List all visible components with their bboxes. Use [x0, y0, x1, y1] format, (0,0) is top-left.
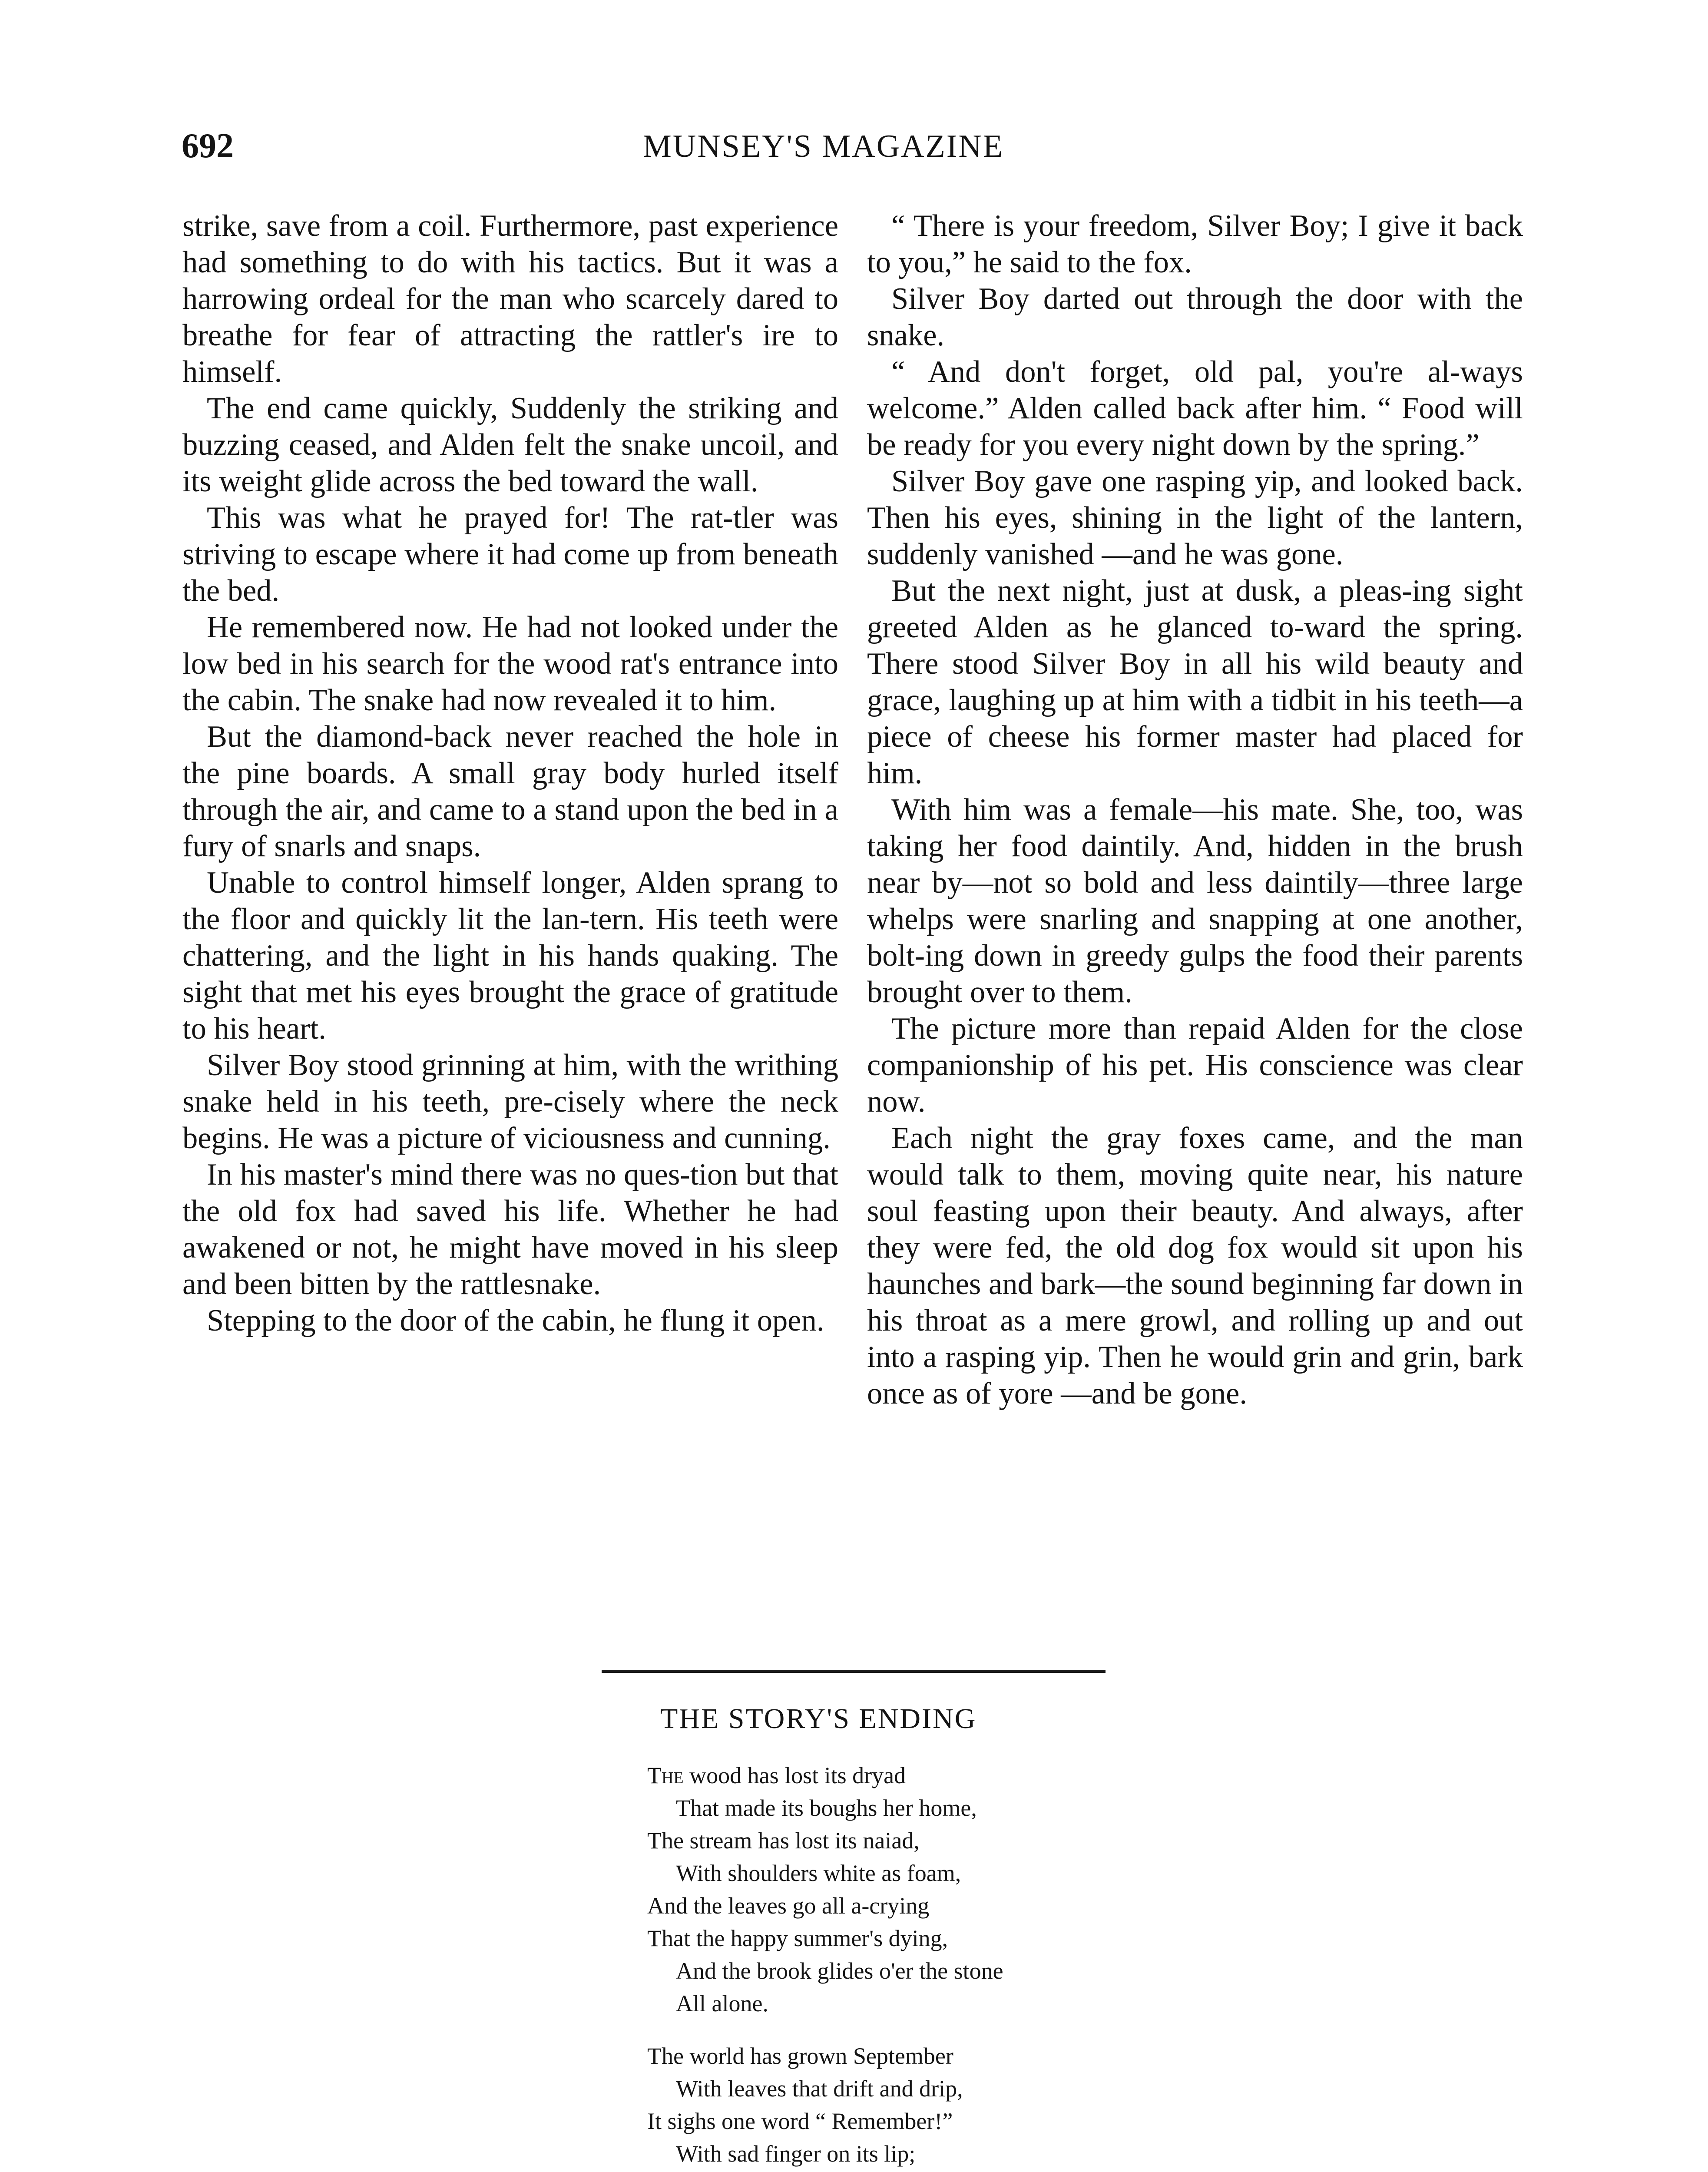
poem-stanza — [647, 2040, 1299, 2172]
paragraph: With him was a female—his mate. She, too, was taking her food daintily. And, hidden in the brush near by—not so bold and less daintily—three large whelps were snarling and snapping at one another, bolt-ing down in greedy gulps the food their parents brought over to them. — [867, 793, 1523, 1009]
paragraph: “ And don't forget, old pal, you're al-ways welcome.” Alden called back after him. “ Food will be ready for you every night down by the spring.” — [867, 355, 1523, 462]
paragraph: Silver Boy stood grinning at him, with the writhing snake held in his teeth, pre-cisely where the neck begins. He was a picture of viciousness and cunning. — [182, 1048, 838, 1155]
left-column — [182, 208, 838, 1339]
poem-line: It sighs one word “ Remember!” — [647, 2108, 953, 2134]
paragraph: In his master's mind there was no ques-tion but that the old fox had saved his life. Whether he had awakened or not, he might have moved in his sleep and been bitten by the rattlesnake. — [182, 1158, 838, 1301]
poem-line: With sad finger on its lip; — [676, 2141, 916, 2167]
poem-line: That made its boughs her home, — [676, 1795, 977, 1821]
poem-stanza — [647, 1759, 1299, 2020]
poem-title: THE STORY'S ENDING — [660, 1703, 977, 1735]
paragraph: He remembered now. He had not looked under the low bed in his search for the wood rat's entrance into the cabin. The snake had now revealed it to him. — [182, 610, 838, 717]
running-head: MUNSEY'S MAGAZINE — [643, 129, 1004, 164]
poem-line: All alone. — [676, 1990, 768, 2016]
poem-line: The stream has lost its naiad, — [647, 1828, 920, 1854]
poem-line — [647, 1759, 1299, 1792]
poem-line: And the leaves go all a-crying — [647, 1893, 930, 1919]
poem-first-word: The — [647, 1762, 684, 1788]
page-number: 692 — [182, 127, 234, 165]
paragraph: But the diamond-back never reached the hole in the pine boards. A small gray body hurled itself through the air, and came to a stand upon the bed in a fury of snarls and snaps. — [182, 720, 838, 863]
paragraph: But the next night, just at dusk, a pleas-ing sight greeted Alden as he glanced to-ward the spring. There stood Silver Boy in all his wild beauty and grace, laughing up at him with a tidbit in his teeth—a piece of cheese his former master had placed for him. — [867, 574, 1523, 790]
paragraph: “ There is your freedom, Silver Boy; I give it back to you,” he said to the fox. — [867, 209, 1523, 279]
poem — [647, 1759, 1299, 2172]
poem-line: With shoulders white as foam, — [676, 1860, 961, 1886]
right-column — [867, 208, 1523, 1412]
poem-line — [647, 2170, 1299, 2172]
poem-line: With leaves that drift and drip, — [676, 2076, 963, 2102]
paragraph: Each night the gray foxes came, and the man would talk to them, moving quite near, his nature soul feasting upon their beauty. And always, after they were fed, the old dog fox would sit upon his haunches and bark—the sound beginning far down in his throat as a mere growl, and rolling up and out into a rasping yip. Then he would grin and grin, bark once as of yore —and be gone. — [867, 1121, 1523, 1410]
poem-line: And the brook glides o'er the stone — [676, 1958, 1003, 1984]
poem-line: The world has grown September — [647, 2043, 953, 2069]
paragraph: Stepping to the door of the cabin, he flung it open. — [207, 1304, 824, 1338]
section-divider — [602, 1670, 1106, 1673]
paragraph: The end came quickly, Suddenly the striking and buzzing ceased, and Alden felt the snake uncoil, and its weight glide across the bed toward the wall. — [182, 391, 838, 498]
paragraph: This was what he prayed for! The rat-tler was striving to escape where it had come up from beneath the bed. — [182, 501, 838, 608]
poem-line: That the happy summer's dying, — [647, 1925, 948, 1951]
paragraph: strike, save from a coil. Furthermore, past experience had something to do with his tactics. But it was a harrowing ordeal for the man who scarcely dared to breathe for fear of attracting the rattler's ire to himself. — [182, 209, 838, 389]
poem-line-text: wood has lost its dryad — [683, 1762, 906, 1788]
paragraph: Unable to control himself longer, Alden sprang to the floor and quickly lit the lan-tern. His teeth were chattering, and the light in his hands quaking. The sight that met his eyes brought the grace of gratitude to his heart. — [182, 866, 838, 1046]
paragraph: The picture more than repaid Alden for the close companionship of his pet. His conscience was clear now. — [867, 1012, 1523, 1119]
paragraph: Silver Boy gave one rasping yip, and looked back. Then his eyes, shining in the light of the lantern, suddenly vanished —and he was gone. — [867, 464, 1523, 571]
paragraph: Silver Boy darted out through the door with the snake. — [867, 282, 1523, 352]
